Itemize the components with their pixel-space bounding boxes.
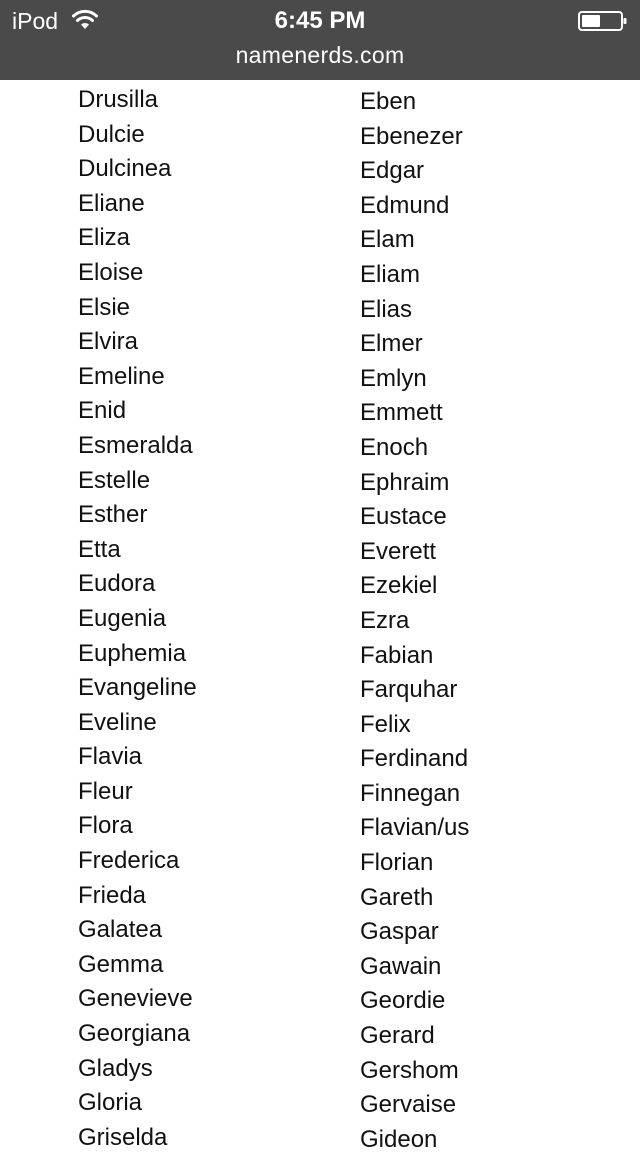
name-list-item: Frederica <box>78 847 180 875</box>
name-list-item: Flavia <box>78 743 143 771</box>
name-list-item: Felix <box>360 710 411 738</box>
name-list-item: Gerard <box>360 1022 435 1050</box>
girl-names-column <box>78 83 197 1155</box>
name-list-item: Etta <box>78 535 121 563</box>
name-list-item: Eliam <box>360 260 421 288</box>
name-list-item: Edgar <box>360 157 425 185</box>
name-list-item: Eben <box>360 88 417 115</box>
name-list-item: Enoch <box>360 433 429 461</box>
name-list-item: Ferdinand <box>360 745 469 773</box>
url-address-bar[interactable]: namenerds.com <box>235 42 405 68</box>
name-list-item: Evangeline <box>78 674 197 702</box>
name-list-item: Galatea <box>78 916 163 944</box>
name-list-item: Esther <box>78 501 148 529</box>
name-list-item: Esmeralda <box>78 431 193 459</box>
name-list-item: Drusilla <box>78 86 159 113</box>
name-list-item: Gideon <box>360 1125 438 1153</box>
name-list-item: Eveline <box>78 708 157 736</box>
name-list-item: Flavian/us <box>360 814 470 842</box>
name-list-item: Dulcie <box>78 120 145 148</box>
name-list-item: Farquhar <box>360 676 458 704</box>
name-list-item: Emmett <box>360 399 443 427</box>
name-list-item: Dulcinea <box>78 155 172 183</box>
name-list-item: Edmund <box>360 191 450 219</box>
boy-names-column <box>360 85 469 1157</box>
name-list-item: Enid <box>78 397 127 425</box>
name-list-item: Griselda <box>78 1123 168 1151</box>
name-list-item: Flora <box>78 812 133 840</box>
name-list-item: Gershom <box>360 1056 459 1084</box>
name-list-item: Emeline <box>78 362 165 390</box>
name-list-item: Frieda <box>78 881 147 909</box>
name-list-item: Ezekiel <box>360 572 438 600</box>
name-list-item: Emlyn <box>360 364 427 392</box>
name-list-item: Fabian <box>360 641 434 669</box>
name-list-item: Ephraim <box>360 468 450 496</box>
battery-icon <box>578 10 628 32</box>
carrier-label: iPod <box>12 8 59 34</box>
name-list-item: Eugenia <box>78 604 167 632</box>
name-list-item: Gaspar <box>360 918 439 946</box>
name-list-item: Elmer <box>360 330 423 358</box>
name-list-item: Gladys <box>78 1054 153 1082</box>
name-list-item: Elam <box>360 226 415 254</box>
name-list-item: Elias <box>360 295 413 323</box>
name-list-item: Euphemia <box>78 639 187 667</box>
name-list-item: Genevieve <box>78 985 193 1013</box>
name-list-item: Eudora <box>78 570 156 598</box>
name-list-item: Eustace <box>360 503 447 531</box>
name-list-item: Gemma <box>78 950 164 978</box>
name-list-item: Eliane <box>78 189 145 217</box>
name-list-item: Florian <box>360 849 434 877</box>
name-list-item: Finnegan <box>360 779 461 807</box>
name-list-item: Everett <box>360 537 437 565</box>
name-list-item: Gareth <box>360 883 434 911</box>
status-time: 6:45 PM <box>274 7 366 34</box>
name-list-item: Estelle <box>78 466 151 494</box>
name-list-item: Fleur <box>78 777 133 805</box>
name-list-item: Eliza <box>78 224 131 252</box>
name-list-item: Georgiana <box>78 1020 191 1048</box>
name-list-item: Elvira <box>78 328 139 356</box>
name-list-item: Ezra <box>360 606 410 634</box>
name-list-item: Eloise <box>78 258 144 286</box>
browser-top-bar <box>0 0 640 80</box>
name-list-item: Ebenezer <box>360 122 463 150</box>
name-list-item: Gawain <box>360 952 442 980</box>
name-list-item: Geordie <box>360 987 446 1015</box>
name-list-content <box>0 80 640 1153</box>
name-list-item: Elsie <box>78 293 131 321</box>
name-list-item: Gervaise <box>360 1091 457 1119</box>
name-list-item: Gloria <box>78 1089 143 1117</box>
